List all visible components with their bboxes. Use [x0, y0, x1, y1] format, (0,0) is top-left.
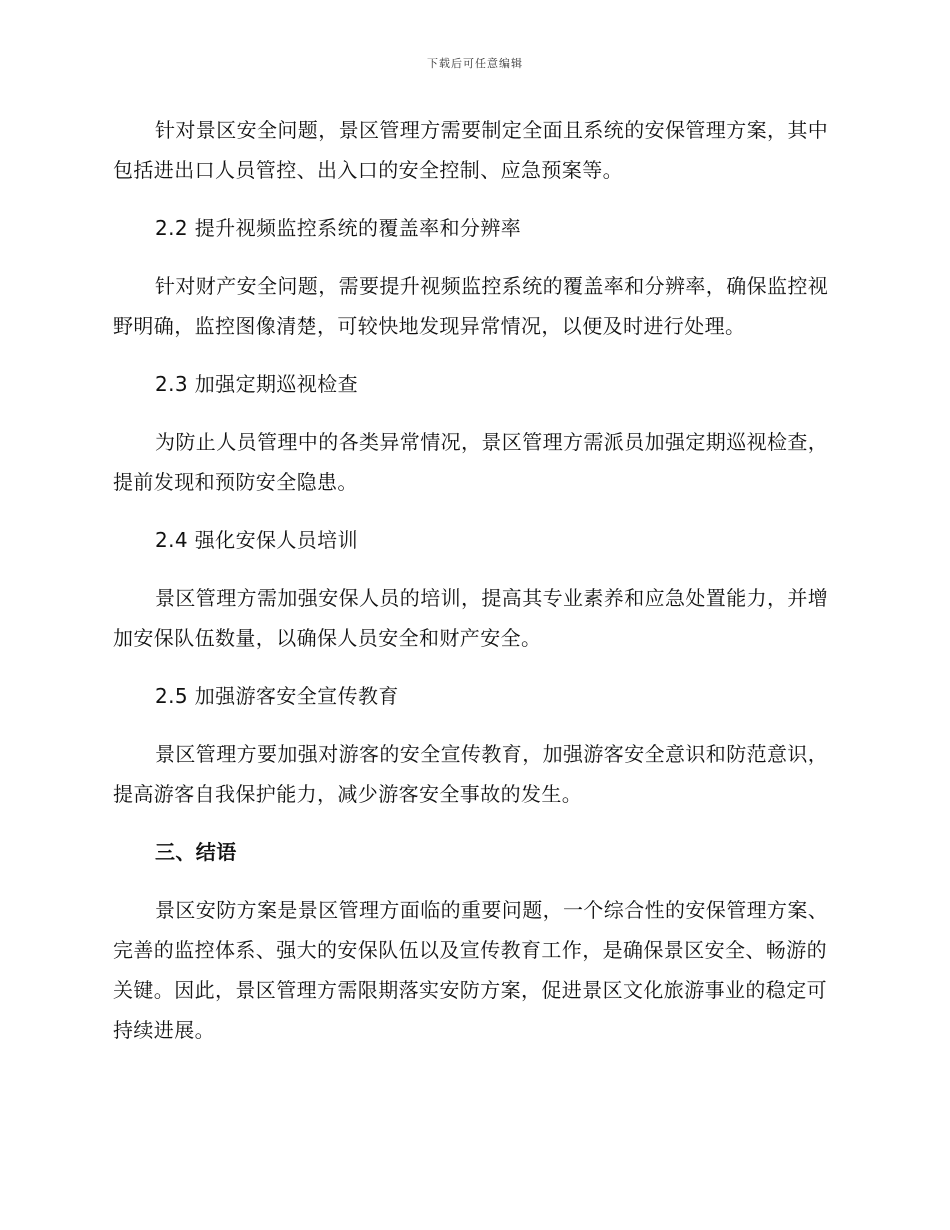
- spacer: [113, 190, 831, 208]
- spacer: [113, 658, 831, 676]
- spacer: [113, 814, 831, 832]
- spacer: [113, 346, 831, 364]
- section-heading-2-4: 2.4 强化安保人员培训: [155, 528, 358, 552]
- document-body: [113, 110, 831, 1050]
- spacer: [113, 560, 831, 578]
- section-heading-conclusion: 三、结语: [155, 840, 237, 864]
- section-heading-2-5: 2.5 加强游客安全宣传教育: [155, 684, 399, 708]
- spacer: [113, 872, 831, 890]
- paragraph-visitor-education: 景区管理方要加强对游客的安全宣传教育，加强游客安全意识和防范意识，提高游客自我保护能力，减少游客安全事故的发生。: [113, 742, 829, 806]
- paragraph-security-plan: 针对景区安全问题，景区管理方需要制定全面且系统的安保管理方案，其中包括进出口人员管控、出入口的安全控制、应急预案等。: [113, 118, 829, 182]
- header-note: 下载后可任意编辑: [427, 57, 523, 70]
- paragraph-patrol-inspection: 为防止人员管理中的各类异常情况，景区管理方需派员加强定期巡视检查，提前发现和预防安全隐患。: [113, 430, 829, 494]
- spacer: [113, 502, 831, 520]
- spacer: [113, 248, 831, 266]
- section-heading-2-2: 2.2 提升视频监控系统的覆盖率和分辨率: [155, 216, 522, 240]
- paragraph-conclusion: 景区安防方案是景区管理方面临的重要问题，一个综合性的安保管理方案、完善的监控体系、强大的安保队伍以及宣传教育工作，是确保景区安全、畅游的关键。因此，景区管理方需限期落实安防方案，促进景区文化旅游事业的稳定可持续进展。: [113, 898, 829, 1042]
- paragraph-staff-training: 景区管理方需加强安保人员的培训，提高其专业素养和应急处置能力，并增加安保队伍数量，以确保人员安全和财产安全。: [113, 586, 829, 650]
- section-heading-2-3: 2.3 加强定期巡视检查: [155, 372, 358, 396]
- spacer: [113, 404, 831, 422]
- paragraph-video-monitoring: 针对财产安全问题，需要提升视频监控系统的覆盖率和分辨率，确保监控视野明确，监控图像清楚，可较快地发现异常情况，以便及时进行处理。: [113, 274, 829, 338]
- spacer: [113, 716, 831, 734]
